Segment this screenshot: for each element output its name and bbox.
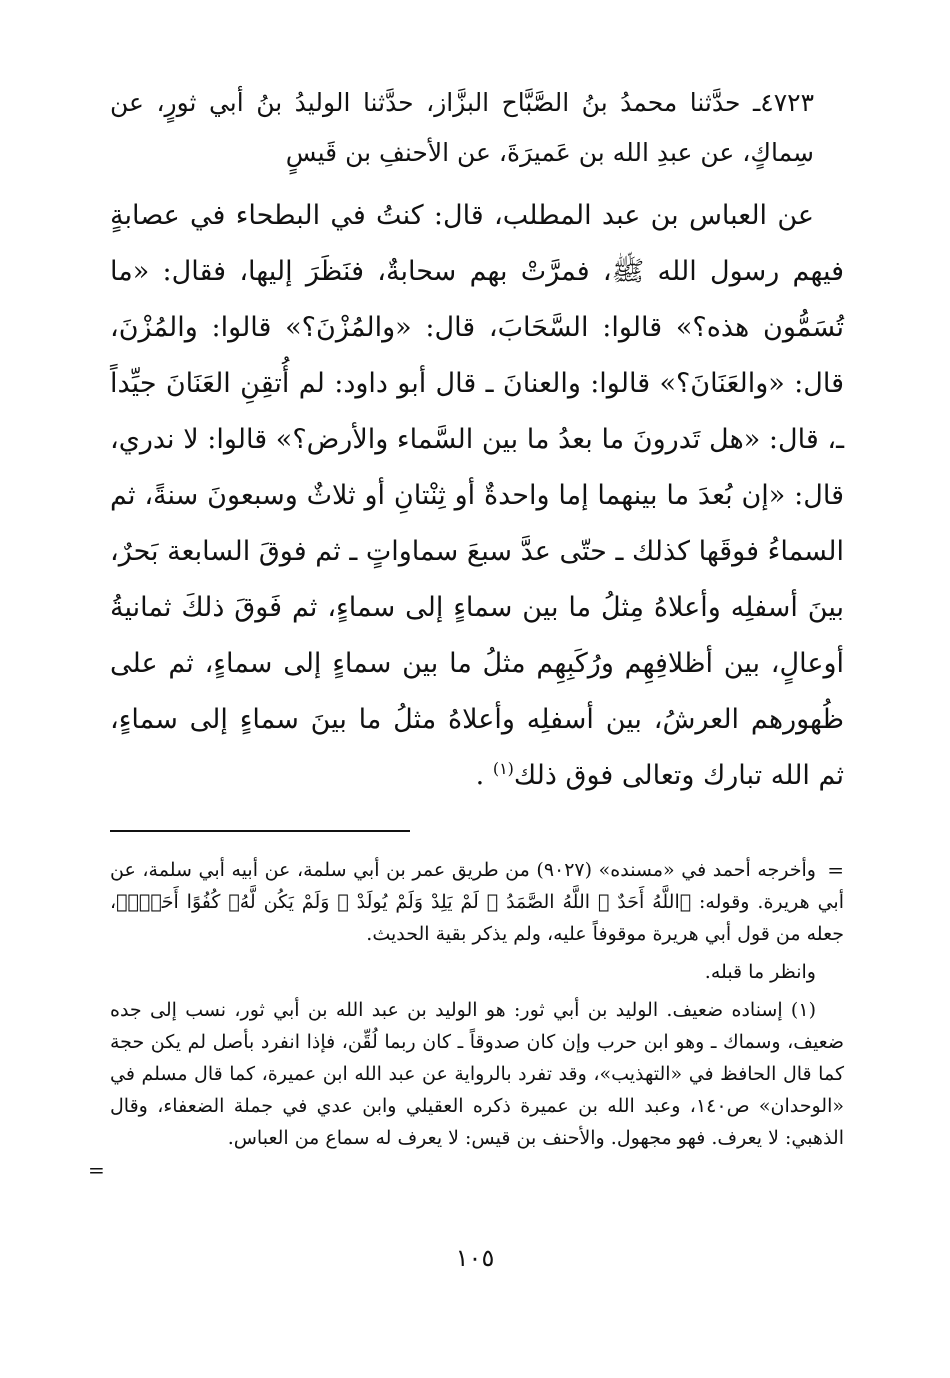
footnote-continuation-text: وأخرجه أحمد في «مسنده» (٩٠٢٧) من طريق عمر بن أبي سلمة، عن أبيه أبي سلمة، عن أبي هريرة. وقوله: ﴿اللَّهُ أَحَدٌ ۞ اللَّهُ الصَّمَدُ ۞ لَمْ يَلِدْ وَلَمْ يُولَدْ ۞ وَلَمْ يَكُن لَّهُۥ كُفُوًا أَحَدٌۢ﴾، جعله من قول أبي هريرة موقوفاً عليه، ولم يذكر بقية الحديث.	[110, 859, 844, 945]
continuation-marker: =	[827, 858, 844, 882]
hadith-number: ٤٧٢٣	[760, 88, 814, 117]
footnote-continuation	[110, 854, 844, 950]
matn-text: عن العباس بن عبد المطلب، قال: كنتُ في البطحاء في عصابةٍ فيهم رسول الله ﷺ، فمرَّتْ بهم سحابةٌ، فنَظَرَ إليها، فقال: «ما تُسَمُّون هذه؟» قالوا: السَّحَابَ، قال: «والمُزْنَ؟» قالوا: والمُزْنَ، قال: «والعَنَانَ؟» قالوا: والعنانَ ـ قال أبو داود: لم أُتقِنِ العَنَانَ جيِّداً ـ، قال: «هل تَدرونَ ما بعدُ ما بين السَّماء والأرض؟» قالوا: لا ندري، قال: «إن بُعدَ ما بينهما إما واحدةٌ أو ثِنْتانِ أو ثلاثٌ وسبعونَ سنةً، ثم السماءُ فوقَها كذلك ـ حتّى عدَّ سبعَ سماواتٍ ـ ثم فوقَ السابعة بَحرٌ، بينَ أسفلِه وأعلاهُ مِثلُ ما بين سماءٍ إلى سماءٍ، ثم فَوقَ ذلكَ ثمانيةُ أوعالٍ، بين أظلافِهِم ورُكَبِهِم مثلُ ما بين سماءٍ إلى سماءٍ، ثم على ظُهورهم العرشُ، بين أسفلِه وأعلاهُ مثلُ ما بينَ سماءٍ إلى سماءٍ، ثم الله تبارك وتعالى فوق ذلك	[110, 200, 844, 791]
page-content	[88, 78, 844, 1182]
footnote-see-also: وانظر ما قبله.	[704, 961, 816, 983]
footnote-1: (١) إسناده ضعيف. الوليد بن أبي ثور: هو الوليد بن عبد الله بن أبي ثور، نسب إلى جده ضعيف، وسماك ـ وهو ابن حرب وإن كان صدوقاً ـ كان ربما لُقِّن، فإذا انفرد بأصل لم يكن حجة كما قال الحافظ في «التهذيب»، وقد تفرد بالرواية عن عبد الله ابن عميرة، كما قال مسلم في «الوحدان» ص١٤٠، وعبد الله بن عميرة ذكره العقيلي وابن عدي في جملة الضعفاء، وقال الذهبي: لا يعرف. فهو مجهول. والأحنف بن قيس: لا يعرف له سماع من العباس.	[110, 999, 844, 1149]
footnote-reference: (١)	[492, 759, 514, 778]
matn-end-punct: .	[475, 760, 485, 791]
footnote-end-marker: =	[88, 1158, 105, 1182]
isnad-text: ـ حدَّثنا محمدُ بنُ الصَّبَّاح البزَّاز، حدَّثنا الوليدُ بنُ أبي ثورٍ، عن سِماكٍ، عن عبدِ الله بن عَميرَةَ، عن الأحنفِ بن قَيسٍ	[110, 88, 814, 167]
hadith-matn	[110, 188, 844, 804]
footnote-divider	[110, 830, 410, 832]
page-number: ١٠٥	[455, 1244, 495, 1272]
hadith-isnad	[110, 78, 844, 178]
footnotes	[88, 854, 844, 1182]
